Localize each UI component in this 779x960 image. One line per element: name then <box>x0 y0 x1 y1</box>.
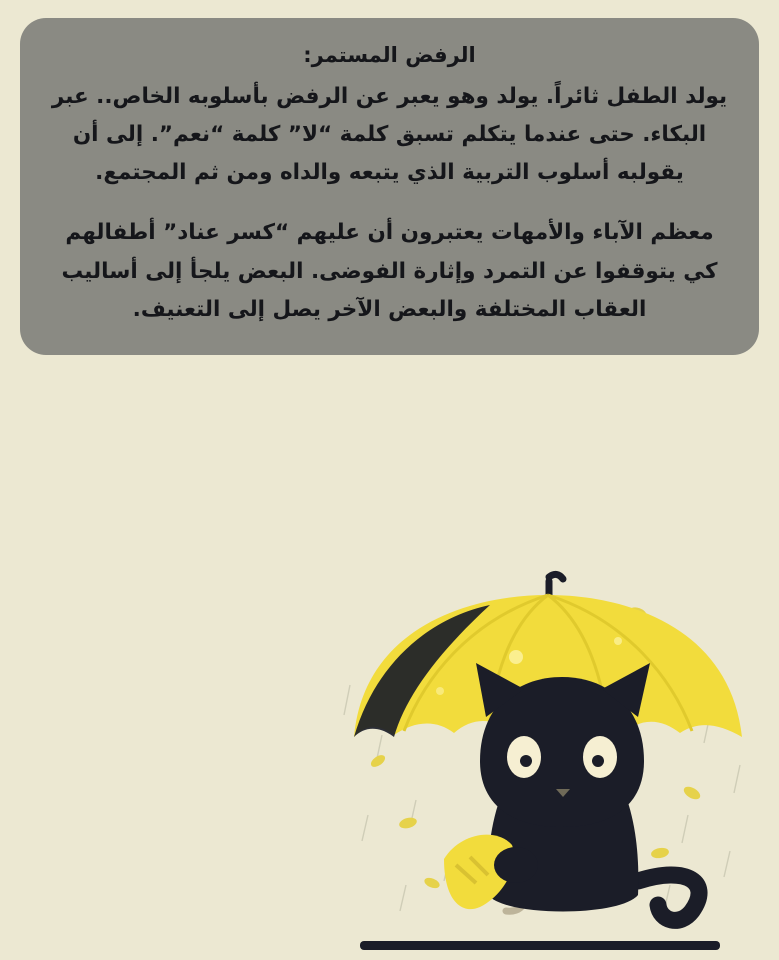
cat-paw-icon <box>494 847 538 883</box>
cat-umbrella-illustration <box>320 565 779 960</box>
card-title: الرفض المستمر: <box>303 43 476 67</box>
quote-card <box>20 18 759 355</box>
card-paragraph-2: معظم الآباء والأمهات يعتبرون أن عليهم “كسر عناد” أطفالهم كي يتوقفوا عن التمرد وإثارة الفوضى. البعض يلجأ إلى أساليب العقاب المختلفة والبعض الآخر يصل إلى التعنيف. <box>61 220 718 322</box>
ground-line <box>360 941 720 950</box>
umbrella-tip-icon <box>549 574 563 579</box>
card-paragraph-1: يولد الطفل ثائراً. يولد وهو يعبر عن الرفض بأسلوبه الخاص.. عبر البكاء. حتى عندما يتكلم تسبق كلمة “لا” كلمة “نعم”. إلى أن يقولبه أسلوب التربية الذي يتبعه والداه ومن ثم المجتمع. <box>51 83 728 186</box>
cat-pupil-right-icon <box>592 755 604 767</box>
illustration-container <box>320 565 779 960</box>
cat-pupil-left-icon <box>520 755 532 767</box>
cat-tail-icon <box>638 875 699 920</box>
